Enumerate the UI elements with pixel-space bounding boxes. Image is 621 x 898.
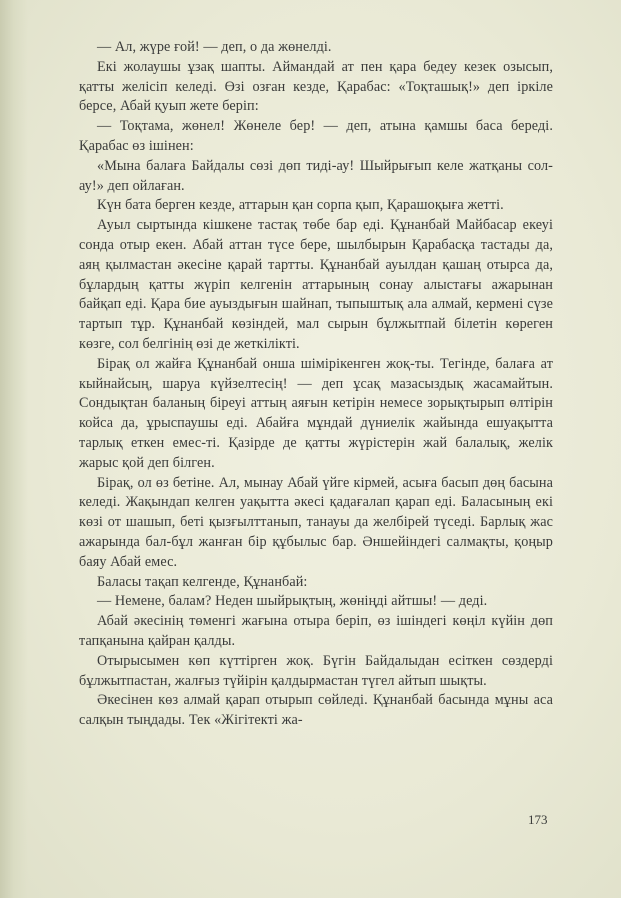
paragraph-6: Ауыл сыртында кішкене тастақ төбе бар еді. Құнанбай Майбасар екеуі сонда отыр екен. Абай аттан түсе бере, шылбырын Қарабасқа тастады да, аяң қылмастан әкесіне қарай тартты. Құнанбай ауылдан қашаң отырса да, бұлардың қатты жүріп келгенін аттарының сонау алыстағы ажарынан байқап еді. Қара бие ауыздығын шайнап, тыпыштық ала алмай, кермені сүзе тартып тұр. Құнанбай көзіндей, мал сырын бұлжытпай білетін көреген көзге, сол белгінің өзі де жеткілікті. <box>79 217 553 352</box>
paragraph-1: — Ал, жүре ғой! — деп, о да жөнелді. <box>97 39 332 55</box>
paragraph-2: Екі жолаушы ұзақ шапты. Аймандай ат пен қара бедеу кезек озысып, қатты желісіп келеді. Өзі озған кезде, Қарабас: «Тоқташық!» деп іркіле берсе, Абай қуып жете беріп: <box>79 58 553 115</box>
paragraph-7: Бірақ ол жайға Құнанбай онша шімірікенген жоқ-ты. Тегінде, балаға ат кыйнайсың, шаруа күйзелтесің! — деп ұсақ мазасыздық жасамайтын. Сондықтан баланың біреуі аттың аяғын кетірін немесе зорықтырып өлтірін койса да, ұрыспаушы еді. Абайға мұндай дүниелік жайында ешуақытта тарлық еткен емес-ті. Қазірде де қатты жүрістерін жай балалық, желік жарыс қой деп білген. <box>79 355 553 471</box>
paragraph-4: «Мына балаға Байдалы сөзі дөп тиді-ау! Шыйрығып келе жатқаны сол-ау!» деп ойлаған. <box>79 157 553 194</box>
paragraph-12: Отырысымен көп күттірген жоқ. Бүгін Байдалыдан есіткен сөздерді бұлжытпастан, жалғыз түйірін қалдырмастан түгел айтып шықты. <box>79 652 553 689</box>
paragraph-5: Күн бата берген кезде, аттарын қан сорпа қып, Қарашоқыға жетті. <box>97 197 504 214</box>
paragraph-9: Баласы тақап келгенде, Құнанбай: <box>97 573 308 590</box>
paragraph-10: — Немене, балам? Неден шыйрықтың, жөніңді айтшы! — деді. <box>97 593 488 610</box>
paragraph-11: Абай әкесінің төменгі жағына отыра беріп, өз ішіндегі көңіл күйін дөп тапқанына қайран қалды. <box>79 613 553 649</box>
page-edge-shadow <box>0 0 28 898</box>
page-number: 173 <box>528 812 548 827</box>
paragraph-8: Бірақ, ол өз бетіне. Ал, мынау Абай үйге кірмей, асыға басып дөң басына келеді. Жақындап келген уақытта әкесі қадағалап қарап еді. Баласының екі көзі от шашып, беті қызғылттанып, танауы да желбірей түседі. Барлық жас ажарында бал-бұл жанған бір құбылыс бар. Әншейіндегі салмақты, қоңыр баяу Абай емес. <box>79 474 553 570</box>
paragraph-3: — Тоқтама, жөнел! Жөнеле бер! — деп, атына қамшы баса береді. Қарабас өз ішінен: <box>79 118 553 154</box>
paragraph-13: Әкесінен көз алмай қарап отырып сөйледі. Құнанбай басында мұны аса салқын тыңдады. Тек «Жігітекті жа- <box>79 692 553 729</box>
body-text <box>79 38 553 731</box>
